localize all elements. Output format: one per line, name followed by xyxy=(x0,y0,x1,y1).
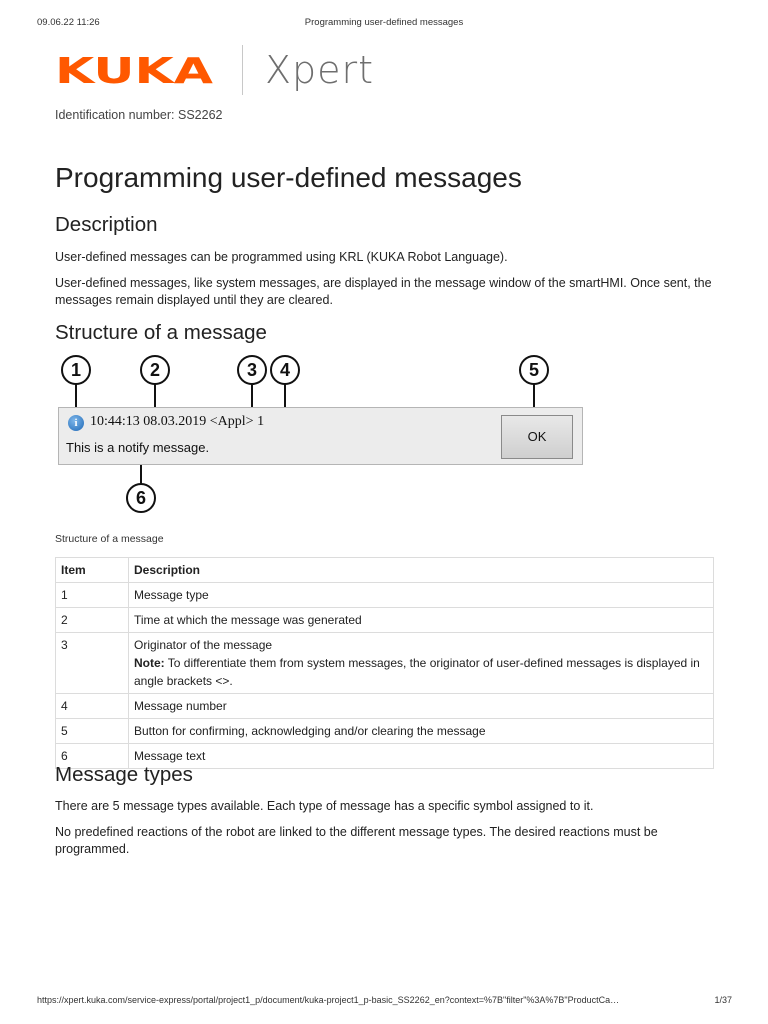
message-header-line: 10:44:13 08.03.2019 <Appl> 1 xyxy=(90,414,265,429)
table-cell-description: Message type xyxy=(129,583,714,608)
table-cell-item: 2 xyxy=(56,608,129,633)
table-cell-description xyxy=(129,633,714,694)
kuka-logo xyxy=(55,55,215,85)
callout-2: 2 xyxy=(140,355,170,385)
print-title: Programming user-defined messages xyxy=(304,17,464,28)
table-cell-description: Message text xyxy=(129,744,714,769)
note-block xyxy=(134,654,708,690)
table-cell-item: 5 xyxy=(56,719,129,744)
column-header-description: Description xyxy=(129,558,714,583)
items-table xyxy=(55,557,714,769)
message-types-paragraph-2: No predefined reactions of the robot are linked to the different message types. The desired reactions must be programmed. xyxy=(55,825,658,856)
figure-caption: Structure of a message xyxy=(55,533,164,545)
table-row xyxy=(56,719,714,744)
logo-divider xyxy=(242,45,243,95)
table-cell-item: 6 xyxy=(56,744,129,769)
structure-heading: Structure of a message xyxy=(55,321,267,344)
table-cell-item: 4 xyxy=(56,694,129,719)
table-header-row xyxy=(56,558,714,583)
page-number: 1/37 xyxy=(714,995,732,1005)
message-window xyxy=(58,407,583,465)
print-date: 09.06.22 11:26 xyxy=(37,17,100,28)
table-row xyxy=(56,608,714,633)
table-cell-item: 1 xyxy=(56,583,129,608)
callout-5: 5 xyxy=(519,355,549,385)
callout-3: 3 xyxy=(237,355,267,385)
callout-4: 4 xyxy=(270,355,300,385)
note-label: Note: xyxy=(134,656,165,670)
identification-number: Identification number: SS2262 xyxy=(55,108,223,122)
table-cell-description: Button for confirming, acknowledging and/or clearing the message xyxy=(129,719,714,744)
callout-leader xyxy=(140,462,142,485)
table-cell-item: 3 xyxy=(56,633,129,694)
logo-row xyxy=(55,40,374,100)
callout-1: 1 xyxy=(61,355,91,385)
info-icon: i xyxy=(68,415,84,431)
description-text: Originator of the message xyxy=(134,638,273,652)
table-cell-description: Message number xyxy=(129,694,714,719)
message-structure-figure xyxy=(55,352,585,517)
product-name: Xpert xyxy=(265,48,375,92)
print-url: https://xpert.kuka.com/service-express/portal/project1_p/document/kuka-project1_p-basic_SS2262_en?context=%7B"filter"%3A%7B"ProductCa… xyxy=(37,995,620,1005)
ok-button[interactable]: OK xyxy=(501,415,573,459)
table-cell-description: Time at which the message was generated xyxy=(129,608,714,633)
svg-text:KUKA: KUKA xyxy=(55,55,214,85)
table-row xyxy=(56,633,714,694)
page-title: Programming user-defined messages xyxy=(55,162,522,193)
message-types-heading: Message types xyxy=(55,763,193,786)
column-header-item: Item xyxy=(56,558,129,583)
table-row xyxy=(56,583,714,608)
description-paragraph-2: User-defined messages, like system messages, are displayed in the message window of the smartHMI. Once sent, the messages remain displayed until they are cleared. xyxy=(55,276,712,307)
description-paragraph-1: User-defined messages can be programmed using KRL (KUKA Robot Language). xyxy=(55,250,508,264)
description-heading: Description xyxy=(55,213,158,236)
note-text: To differentiate them from system messages, the originator of user-defined messages is displayed in angle brackets <>. xyxy=(134,656,700,688)
callout-6: 6 xyxy=(126,483,156,513)
message-types-paragraph-1: There are 5 message types available. Each type of message has a specific symbol assigned to it. xyxy=(55,799,594,813)
message-text: This is a notify message. xyxy=(66,440,210,455)
table-row xyxy=(56,694,714,719)
